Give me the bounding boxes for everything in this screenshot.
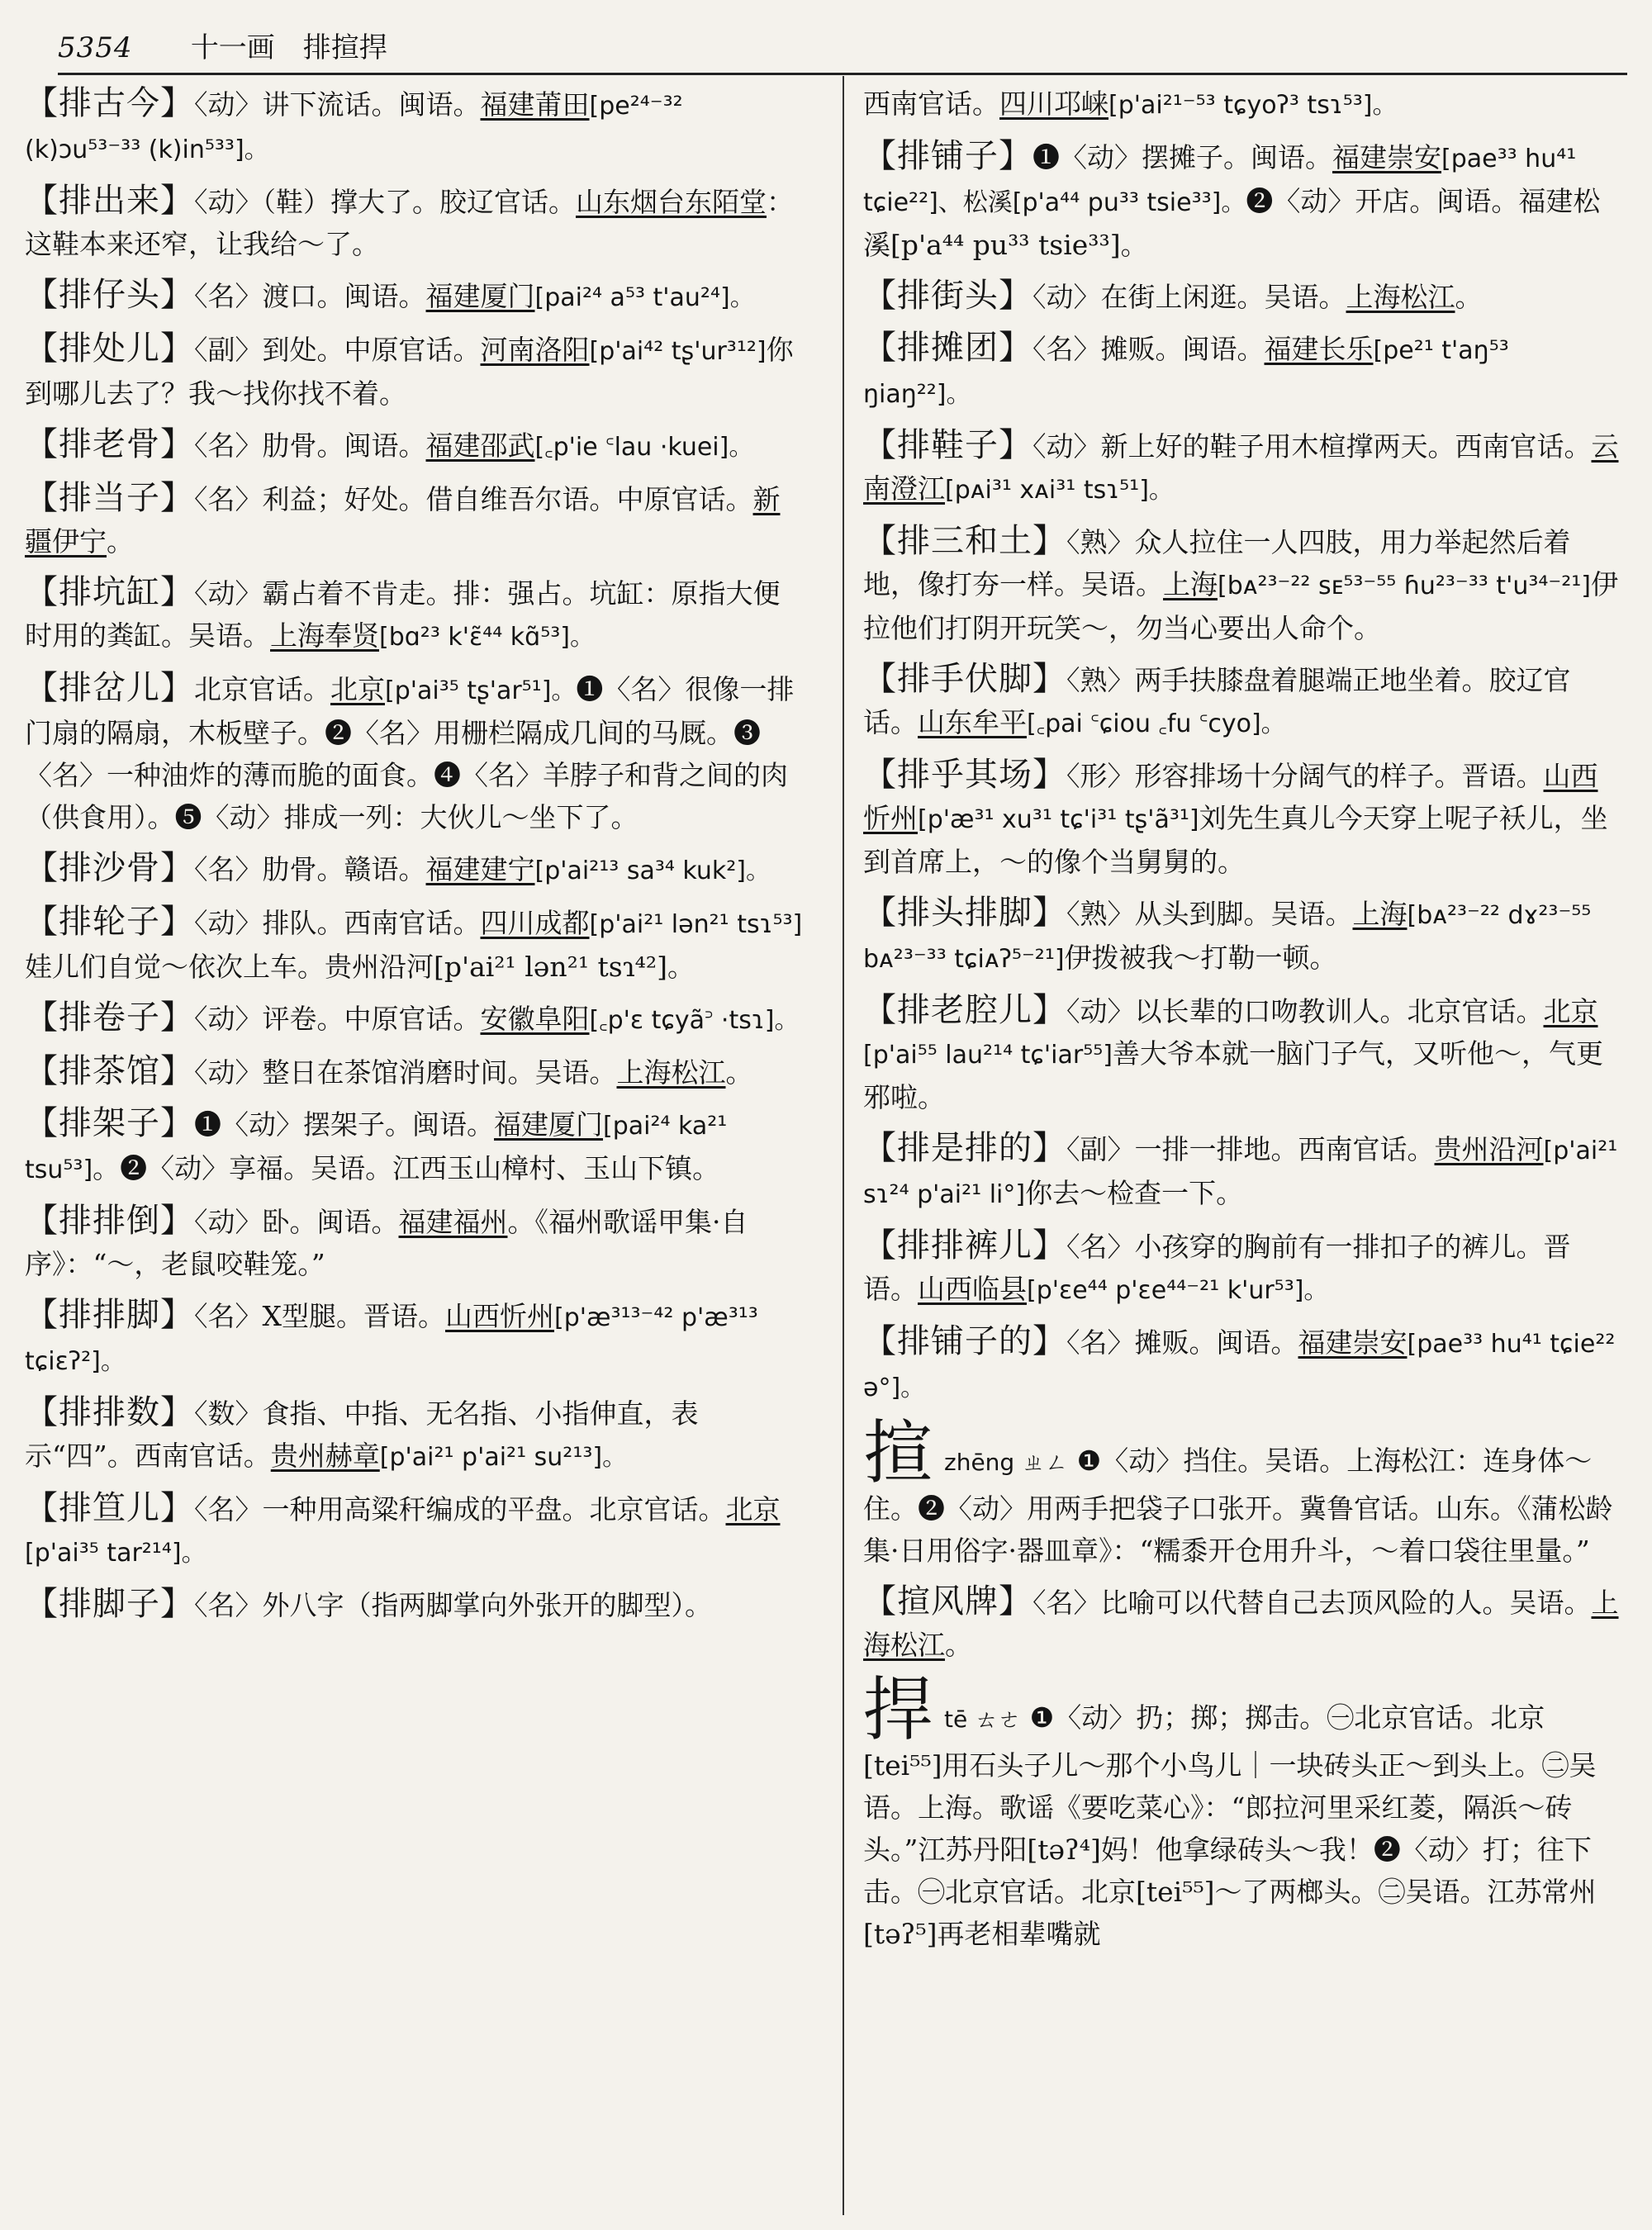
definition: 两手扶膝盘着腿端正地坐着。胶辽官话。 (863, 664, 1571, 738)
dictionary-entry (25, 1392, 805, 1478)
definition: 肋骨。赣语。 (262, 853, 426, 885)
dictionary-entry (863, 989, 1623, 1118)
part-of-speech: 〈名〉 (194, 483, 263, 515)
definition: 新上好的鞋子用木楦撑两天。西南官话。 (1100, 430, 1592, 463)
definition: 整日在茶馆消磨时间。吴语。 (262, 1056, 617, 1089)
dialect-location: 北京 (330, 673, 385, 705)
definition: 利益；好处。借自维吾尔语。中原官话。 (262, 483, 753, 515)
example: ❶〈名〉很像一排门扇的隔扇，木板壁子。❷〈名〉用栅栏隔成几间的马厩。❸〈名〉一种油炸的薄而脆的面食。❹〈名〉羊脖子和背之间的肉（供食用）。❺〈动〉排成一列：大伙儿～坐下了。 (25, 673, 795, 833)
definition: 渡口。闽语。 (262, 280, 426, 312)
example: 刘先生真儿今天穿上呢子袄儿，坐到首席上，～的像个当舅舅的。 (863, 802, 1608, 878)
dialect-location: 四川成都 (480, 907, 590, 939)
dialect-location: 福建建宁 (425, 853, 535, 885)
part-of-speech: 〈动〉 (194, 1206, 263, 1238)
headword: 【排排倒】 (25, 1202, 194, 1240)
example: 。《福州歌谣甲集·自序》：“～，老鼠咬鞋笼。” (25, 1206, 748, 1280)
dictionary-entry (25, 901, 805, 988)
dialect-location: 福建莆田 (480, 88, 590, 121)
headword-character: 捍 (863, 1669, 933, 1750)
part-of-speech: 〈动〉 (1066, 995, 1135, 1027)
dictionary-entry (863, 135, 1623, 266)
definition: 在街上闲逛。吴语。 (1100, 281, 1346, 313)
headword: 【排老腔儿】 (863, 991, 1066, 1029)
definition: 摊贩。闽语。 (1100, 333, 1265, 365)
part-of-speech: 〈动〉 (194, 186, 263, 218)
dialect-location: 上海 (1163, 568, 1218, 600)
definition: 众人拉住一人四肢，用力举起然后着地，像打夯一样。吴语。 (863, 526, 1571, 600)
headword: 【排铺子的】 (863, 1322, 1066, 1360)
definition: 小孩穿的胸前有一排扣子的裤儿。晋语。 (863, 1231, 1571, 1305)
dictionary-entry (863, 425, 1623, 511)
part-of-speech: 〈名〉 (194, 429, 263, 462)
headword: 【排轮子】 (25, 903, 194, 941)
definition: 讲下流话。闽语。 (262, 88, 481, 121)
dictionary-entry (25, 1487, 805, 1574)
page-title: 十一画 排揎捍 (190, 31, 387, 64)
part-of-speech: 〈名〉 (194, 1493, 263, 1525)
part-of-speech: 〈熟〉 (1066, 664, 1135, 696)
dictionary-entry (25, 1103, 805, 1191)
dialect-location: 新疆伊宁 (25, 483, 781, 558)
part-of-speech: 〈名〉 (194, 853, 263, 885)
dictionary-entry (25, 667, 805, 838)
part-of-speech: 〈名〉 (194, 1589, 263, 1621)
part-of-speech: 〈熟〉 (1066, 526, 1135, 558)
dictionary-entry (25, 424, 805, 468)
dialect-location: 四川邛崃 (999, 88, 1108, 120)
headword: 【排处儿】 (25, 330, 194, 368)
example: 伊拨被我～打勒一顿。 (1064, 942, 1337, 974)
headword: 【排古今】 (25, 84, 194, 122)
pronunciation: [꜀p'ie ꜂lau ·kuei]。 (534, 433, 754, 462)
headword: 【排是排的】 (863, 1129, 1066, 1167)
pronunciation: [p'ai²¹⁻⁵³ tɕyoʔ³ tsɿ⁵³]。 (1108, 91, 1398, 120)
headword: 【排仔头】 (25, 276, 194, 314)
headword: 【排坑缸】 (25, 573, 194, 611)
headword: 【排排数】 (25, 1393, 194, 1431)
part-of-speech: 〈动〉 (194, 88, 263, 121)
dictionary-entry (25, 847, 805, 892)
dictionary-entry (25, 1583, 805, 1626)
part-of-speech: 〈名〉 (1066, 1326, 1135, 1359)
part-of-speech: 〈动〉 (194, 907, 263, 939)
definition: 外八字（指两脚掌向外张开的脚型）。 (262, 1589, 712, 1621)
pronunciation: [bᴀ²³⁻²² dɤ²³⁻⁵⁵ bᴀ²³⁻³³ tɕiᴀʔ⁵⁻²¹] (863, 901, 1592, 974)
dialect-location: 山西忻州 (445, 1300, 554, 1332)
dictionary-entry (863, 1225, 1623, 1312)
pronunciation: [p'ai⁵⁵ lau²¹⁴ tɕ'iar⁵⁵] (863, 1041, 1113, 1070)
definition: （鞋）撑大了。胶辽官话。 (262, 186, 576, 218)
example: 。❷〈动〉享福。吴语。江西玉山樟村、玉山下镇。 (93, 1152, 720, 1184)
left-column (25, 83, 805, 1635)
definition: 评卷。中原官话。 (262, 1003, 481, 1035)
part-of-speech: 〈动〉 (194, 1003, 263, 1035)
pronunciation: [pᴀi³¹ xᴀi³¹ tsɿ⁵¹]。 (945, 476, 1174, 505)
page-header (58, 23, 1627, 75)
example: 你去～检查一下。 (1025, 1177, 1244, 1209)
page-number: 5354 (58, 31, 133, 64)
part-of-speech: 〈副〉 (194, 334, 263, 366)
pronunciation: [bᴀ²³⁻²² sᴇ⁵³⁻⁵⁵ ɦu²³⁻³³ t'u³⁴⁻²¹] (1218, 572, 1591, 600)
dialect-location: 上海奉贤 (270, 619, 379, 652)
part-of-speech: 〈名〉 (1066, 1231, 1135, 1263)
dialect-location: 福建厦门 (494, 1108, 603, 1141)
example: 伊拉他们打阴开玩笑～，勿当心要出人命个。 (863, 568, 1618, 644)
dialect-location: 上海松江 (616, 1056, 726, 1089)
part-of-speech: 〈数〉 (194, 1397, 263, 1430)
definition: 卧。闽语。 (262, 1206, 399, 1238)
dialect-location: 福建厦门 (425, 280, 535, 312)
dictionary-entry (25, 1200, 805, 1285)
pronunciation: [꜀p'ɛ tɕyã꜄ ·tsɿ]。 (589, 1006, 800, 1035)
definition: 摊贩。闽语。 (1134, 1326, 1298, 1359)
headword: 【排沙骨】 (25, 849, 194, 887)
dialect-location: 山东牟平 (918, 706, 1027, 738)
dictionary-entry (863, 1127, 1623, 1216)
definition: 排队。西南官话。 (262, 907, 481, 939)
headword: 【排手伏脚】 (863, 660, 1066, 698)
example: 娃儿们自觉～依次上车。贵州沿河[p'ai²¹ lən²¹ tsɿ⁴²]。 (25, 951, 695, 983)
headword: 【排乎其场】 (863, 756, 1066, 794)
definition: 北京官话。 (194, 673, 330, 705)
dictionary-entry (863, 275, 1623, 318)
pronunciation: [p'ai³⁵ tʂ'ar⁵¹]。 (385, 676, 577, 705)
dialect-location: 山东烟台东陌堂 (576, 186, 767, 218)
dialect-location: 云南澄江 (863, 430, 1619, 505)
part-of-speech: 〈动〉 (194, 1056, 263, 1089)
dialect-location: 北京 (1543, 995, 1598, 1027)
headword: 【排岔儿】 (25, 669, 194, 707)
dictionary-entry (25, 477, 805, 562)
dictionary-entry (863, 892, 1623, 980)
pronunciation: [p'ɛe⁴⁴ p'ɛe⁴⁴⁻²¹ k'ur⁵³]。 (1027, 1276, 1329, 1305)
pronunciation: [p'ai²¹³ sa³⁴ kuk²]。 (534, 856, 771, 885)
example: ：这鞋本来还窄，让我给～了。 (25, 186, 794, 260)
example: 。 (107, 525, 134, 558)
definition: 肋骨。闽语。 (262, 429, 426, 462)
pronunciation: [p'ai²¹ lən²¹ tsɿ⁵³] (589, 910, 803, 939)
part-of-speech: 〈形〉 (1066, 760, 1135, 792)
dialect-location: 福建长乐 (1264, 333, 1374, 365)
dialect-location: 贵州沿河 (1434, 1133, 1544, 1165)
headword: 【排脚子】 (25, 1585, 194, 1623)
dictionary-entry (25, 572, 805, 658)
definition: 到处。中原官话。 (262, 334, 481, 366)
pronunciation: [p'æ³¹ xu³¹ tɕ'i³¹ tʂ'ã³¹] (918, 805, 1199, 834)
definition: 一排一排地。西南官话。 (1134, 1133, 1435, 1165)
headword: 【排三和土】 (863, 522, 1066, 560)
dialect-location: 上海松江 (1346, 281, 1455, 313)
dictionary-entry (863, 327, 1623, 415)
dialect-location: 山西忻州 (863, 760, 1598, 834)
pronunciation: [꜀pai ꜂ɕiou ꜀fu ꜂cyo]。 (1027, 709, 1286, 738)
part-of-speech: 〈熟〉 (1066, 898, 1135, 930)
pinyin: zhēng ㄓㄥ (944, 1449, 1069, 1476)
dialect-location: 福建邵武 (425, 429, 535, 462)
headword: 【排摊团】 (863, 329, 1032, 367)
pronunciation: [pae³³ hu⁴¹ tɕie²² ə°]。 (863, 1330, 1616, 1402)
definition: X型腿。晋语。 (262, 1300, 445, 1332)
dialect-location: 山西临县 (918, 1273, 1027, 1305)
pronunciation: [pai²⁴ a⁵³ t'au²⁴]。 (534, 283, 755, 312)
dictionary-entry (25, 997, 805, 1041)
headword: 【排出来】 (25, 182, 194, 220)
definition: 西南官话。 (863, 88, 999, 120)
dialect-location: 贵州赫章 (270, 1440, 380, 1472)
example: 。 (1455, 281, 1483, 313)
example: ❷〈动〉开店。闽语。福建松溪[p'a⁴⁴ pu³³ tsie³³]。 (863, 185, 1601, 261)
headword: 【排排裤儿】 (863, 1226, 1066, 1264)
pronunciation: [p'ai⁴² tʂ'ur³¹²] (589, 337, 767, 366)
example: 善大爷本就一脑门子气，又听他～，气更邪啦。 (863, 1037, 1603, 1113)
definition: ❶〈动〉摆架子。闽语。 (194, 1108, 494, 1141)
headword: 【排头排脚】 (863, 894, 1066, 932)
part-of-speech: 〈副〉 (1066, 1133, 1135, 1165)
headword: 【排卷子】 (25, 999, 194, 1037)
dialect-location: 福建崇安 (1298, 1326, 1408, 1359)
pronunciation: [pae³³ hu⁴¹ tɕie²²]、松溪[p'a⁴⁴ pu³³ tsie³³]。 (863, 145, 1577, 217)
part-of-speech: 〈名〉 (194, 1300, 263, 1332)
dialect-location: 北京 (725, 1493, 781, 1525)
dictionary-entry (863, 83, 1623, 126)
headword: 【排鞋子】 (863, 426, 1032, 464)
definition: ❶〈动〉摆摊子。闽语。 (1032, 141, 1332, 173)
example: 。 (725, 1056, 753, 1089)
dictionary-entry (25, 83, 805, 171)
headword: 【排茶馆】 (25, 1052, 194, 1090)
definition: 形容排场十分阔气的样子。晋语。 (1134, 760, 1544, 792)
dialect-location: 福建福州 (398, 1206, 508, 1238)
dictionary-entry (25, 1294, 805, 1383)
dialect-location: 上海松江 (863, 1587, 1619, 1661)
headword: 【排老骨】 (25, 425, 194, 463)
dictionary-entry (863, 754, 1623, 883)
pronunciation: [pe²⁴⁻³² (k)ɔu⁵³⁻³³ (k)in⁵³³]。 (25, 92, 683, 164)
dictionary-entry (25, 274, 805, 319)
part-of-speech: 〈名〉 (194, 280, 263, 312)
headword: 【排架子】 (25, 1104, 194, 1142)
headword: 【排排脚】 (25, 1296, 194, 1334)
part-of-speech: 〈动〉 (1032, 430, 1101, 463)
definition: 以长辈的口吻教训人。北京官话。 (1134, 995, 1544, 1027)
headword: 【排铺子】 (863, 137, 1032, 175)
pronunciation: [p'ai³⁵ tar²¹⁴]。 (25, 1539, 206, 1568)
example: 。 (945, 1629, 972, 1661)
part-of-speech: 〈名〉 (1032, 1587, 1101, 1619)
part-of-speech: 〈名〉 (1032, 333, 1101, 365)
pronunciation: [bɑ²³ k'ɛ̃⁴⁴ kɑ̃⁵³]。 (379, 623, 595, 652)
headword-character: 揎 (863, 1412, 933, 1493)
dialect-location: 河南洛阳 (480, 334, 590, 366)
pronunciation: [p'ai²¹ p'ai²¹ su²¹³]。 (379, 1443, 628, 1472)
dictionary-entry (863, 1581, 1623, 1666)
dictionary-entry (25, 180, 805, 265)
pronunciation: [p'ai²¹ sɿ²⁴ p'ai²¹ li°] (863, 1136, 1618, 1209)
definition: 从头到脚。吴语。 (1134, 898, 1353, 930)
definition: 比喻可以代替自己去顶风险的人。吴语。 (1100, 1587, 1592, 1619)
dictionary-entry (863, 1669, 1623, 1955)
definition: ❶〈动〉扔；掷；掷击。㊀北京官话。北京[tei⁵⁵]用石头子儿～那个小鸟儿｜一块砖头正～到头上。㊁吴语。上海。歌谣《要吃菜心》：“郎拉河里采红菱，隔浜～砖头。”江苏丹阳[təʔ⁴]妈！他拿绿砖头～我！❷〈动〉打；往下击。㊀北京官话。北京[tei⁵⁵]～了两榔头。㊁吴语。江苏常州[təʔ⁵]再老相辈嘴就 (863, 1701, 1597, 1950)
dialect-location: 上海 (1352, 898, 1408, 930)
pronunciation: [pe²¹ t'aŋ⁵³ ŋiaŋ²²]。 (863, 336, 1509, 409)
definition: 食指、中指、无名指、小指伸直，表示“四”。西南官话。 (25, 1397, 699, 1472)
right-column (863, 83, 1623, 1964)
example: 你到哪儿去了？我～找你找不着。 (25, 334, 794, 410)
definition: ❶〈动〉挡住。吴语。上海松江：连身体～住。❷〈动〉用两手把袋子口张开。冀鲁官话。山东。《蒲松龄集·日用俗字·器皿章》：“糯黍开仓用升斗，～着口袋往里量。” (863, 1445, 1613, 1567)
pronunciation: [p'æ³¹³⁻⁴² p'æ³¹³ tɕiɛʔ²]。 (25, 1303, 758, 1376)
headword: 【揎风牌】 (863, 1582, 1032, 1620)
dictionary-entry (863, 658, 1623, 745)
part-of-speech: 〈动〉 (1032, 281, 1101, 313)
headword: 【排当子】 (25, 479, 194, 517)
dictionary-entry (863, 1412, 1623, 1572)
dictionary-entry (863, 1321, 1623, 1409)
part-of-speech: 〈动〉 (194, 577, 263, 610)
dictionary-entry (25, 328, 805, 415)
headword: 【排街头】 (863, 277, 1032, 315)
headword: 【排笪儿】 (25, 1489, 194, 1527)
dictionary-entry (25, 1051, 805, 1094)
dialect-location: 安徽阜阳 (480, 1003, 590, 1035)
pinyin: tē ㄊㄜ (944, 1706, 1022, 1733)
dialect-location: 福建崇安 (1332, 141, 1441, 173)
pronunciation: [pai²⁴ ka²¹ tsu⁵³] (25, 1112, 728, 1184)
definition: 霸占着不肯走。排：强占。坑缸：原指大便时用的粪缸。吴语。 (25, 577, 781, 652)
column-divider (843, 76, 844, 2215)
definition: 一种用高粱秆编成的平盘。北京官话。 (262, 1493, 726, 1525)
dictionary-entry (863, 520, 1623, 649)
